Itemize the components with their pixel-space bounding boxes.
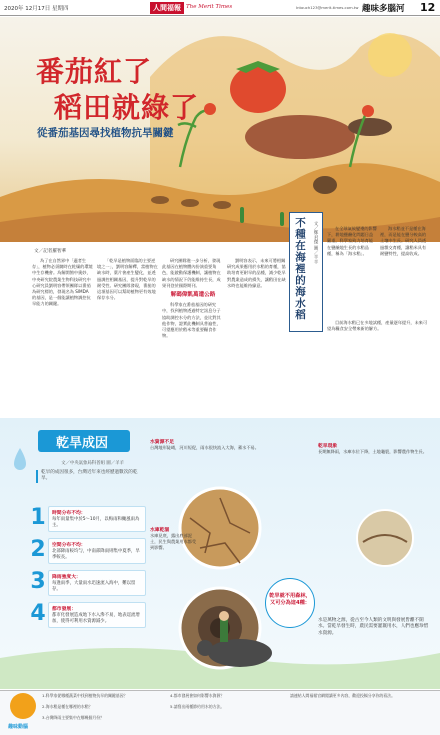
drought-cause-item: [48, 538, 146, 564]
item-number: 3: [30, 569, 46, 594]
sidebar-title: 不種在海裡的海水稻: [294, 217, 306, 321]
image-caption: [150, 438, 260, 451]
panel-title: 乾旱成因: [56, 436, 109, 451]
drought-cause-item: [48, 570, 146, 596]
caption-text: 長期無降雨，水庫水位下降，土地龜裂，影響農作物生長。: [318, 449, 427, 454]
panel-bottom-text: 水是萬物之源，從古至今人類的文明與發展皆離不開水。當乾旱發生時，農民需要灌溉用水，人們也應珍惜水資源。: [318, 618, 429, 636]
sidebar-paragraph: 海水稻並不是種在海裡，而是能在鹽分較高的土壤中生長。研究人員透過雜交育種，讓稻米具有耐鹽特性，提高收成。: [380, 226, 427, 256]
item-heading: 降雨強度大：: [52, 575, 81, 580]
caption-text: 台灣地形陡峭，河川短促，雨水很快流入大海，蓄水不易。: [150, 445, 259, 450]
panel-intro: 乾旱的成因很多，台灣近年來也經歷過數次的乾旱。: [36, 470, 142, 483]
farmer-buffalo-illustration: [180, 608, 280, 678]
item-number: 2: [30, 537, 46, 562]
headline-subtitle: 從番茄基因尋找植物抗旱關鍵: [37, 127, 174, 139]
quiz-question: 2.海水稻是種在哪裡的水稻？: [42, 704, 93, 709]
newspaper-logo: 人間福報: [150, 2, 184, 14]
item-text: 北部降雨較均勻，中南部降雨則集中夏季，旱季較長。: [52, 549, 140, 560]
masthead: [0, 0, 440, 16]
drought-cause-item: [48, 602, 146, 628]
item-text: 每逢雨季，大量雨水迅速流入海中，難以留存。: [52, 581, 136, 592]
item-text: 每年雨量集中於5～10月，以梅雨和颱風雨為主。: [52, 517, 140, 528]
article-column-4: [227, 258, 289, 292]
caption-heading: 乾旱現象: [318, 444, 338, 449]
article-column-2: [97, 258, 159, 304]
sidebar-paragraph: 在全球氣候變遷的影響下，耕地鹽鹼化問題日益嚴重，科學家致力培育能在鹽鹼地生長的水稻品種，稱為「海水稻」。: [327, 226, 377, 256]
newspaper-logo-english: The Merit Times: [186, 4, 233, 10]
article-column-3: [162, 258, 224, 342]
page-number: 12: [420, 1, 436, 14]
panel-byline: 文／中央氣象局科普組 圖／羊羊: [61, 461, 124, 466]
image-caption: [150, 526, 200, 550]
article-paragraph: 「乾旱是植物面臨的主要逆境之一」，劉明容解釋，當植物在缺水時，葉片會產生變化，並透過調控相關基因，提升對乾旱的耐受性。研究團隊發現，番茄的這項基因可以幫助植物更有效地保存水分。: [97, 258, 158, 301]
callout-text: 乾旱就不用森林，又可分為這4種：: [269, 593, 311, 606]
article-paragraph: 劉明容表示，未來可將相關研究成果應用於水稻的育種，協助培育更耐旱的品種，減少乾旱對農業造成的損失，讓稻田在缺水時也能維持綠意。: [227, 258, 286, 288]
headline-line2: 稻田就綠了: [54, 91, 200, 124]
item-heading: 空間分布不均：: [52, 543, 86, 548]
website-url[interactable]: Intouch123@merit-times.com.tw: [296, 5, 359, 10]
article-paragraph: 為了在自然界中「適者生存」，植物必須隨時在乾燥的環境中生存機會。為解開箇中奧妙，中央研究院農業生物科技研究中心研究員劉明容帶領團隊以番茄為研究標的，發現名為 SlMDA 的基因，是一個能讓植物調控抗旱能力的關鍵。: [32, 258, 93, 307]
quiz-question: 1.科學家從哪種蔬菜中找到植物抗旱的關鍵基因？: [42, 693, 128, 698]
section-title: 趣味多腦河: [362, 4, 405, 14]
quiz-lightbulb-icon: [10, 693, 36, 719]
article-column-1: [32, 258, 94, 311]
caption-heading: 水庫乾涸: [150, 528, 170, 533]
sidebar-paragraph: 目前海水稻已在多地試種，產量逐年提升，未來可望為糧食安全帶來新的解方。: [327, 320, 428, 332]
drought-causes-panel: [0, 418, 440, 689]
item-number: 1: [30, 505, 46, 530]
sidebar-title-box: [289, 212, 323, 332]
article-paragraph: 研究團隊進一步分析，發現此基因在植物體內扮演重要角色，能啟動保護機制，讓植物在缺水的情況下仍能維持生長，成果刊登於國際期刊。: [162, 258, 221, 288]
sidebar-column-2: [380, 226, 430, 260]
item-heading: 時間分布不均：: [52, 511, 86, 516]
article-paragraph: 科學家在番茄基因的研究中，找到植物透過特定訊息分子協助調控水分的方法，並比對其他作物，證實此機制具普遍性，可望應用於稻米等重要糧食作物。: [162, 302, 221, 339]
item-number: 4: [30, 601, 46, 626]
quiz-question: 5.請寫出兩種節約用水的方法。: [170, 704, 225, 709]
headline-line1: 番茄紅了: [36, 55, 153, 88]
item-heading: 都市發展：: [52, 607, 76, 612]
caption-text: 水庫見底，露出底部泥土，民生與農業用水都受到影響。: [150, 533, 197, 550]
sidebar-column-3: [327, 320, 430, 335]
article-subhead: 解碼偉凱萬遺公路: [170, 292, 216, 299]
issue-date: 2020年 12月17日 星期四: [4, 6, 69, 12]
item-text: 都市化發展造成地下水入滲不易，地表逕流增加，使得可利用水資源減少。: [52, 613, 140, 624]
quiz-question: 4.都市發展會如何影響水資源？: [170, 693, 225, 698]
quiz-question: 3.台灣降雨主要集中在哪幾個月份？: [42, 715, 105, 720]
farmland-photo: [345, 508, 425, 568]
caption-heading: 水資源不足: [150, 440, 174, 445]
drought-cause-item: [48, 506, 146, 532]
quiz-label: 趣味動腦: [8, 724, 29, 730]
sidebar-column-1: [327, 226, 377, 260]
article-byline: 文／記者羅智華: [34, 249, 67, 254]
footer-note: 請連結人間福報官網閱讀更多內容，歡迎投稿分享你的看法。: [290, 693, 396, 698]
hero-illustration: [0, 17, 440, 242]
sidebar-author: 文／鄭君傑 圖／羊羊: [313, 221, 318, 264]
image-caption: [318, 442, 428, 455]
